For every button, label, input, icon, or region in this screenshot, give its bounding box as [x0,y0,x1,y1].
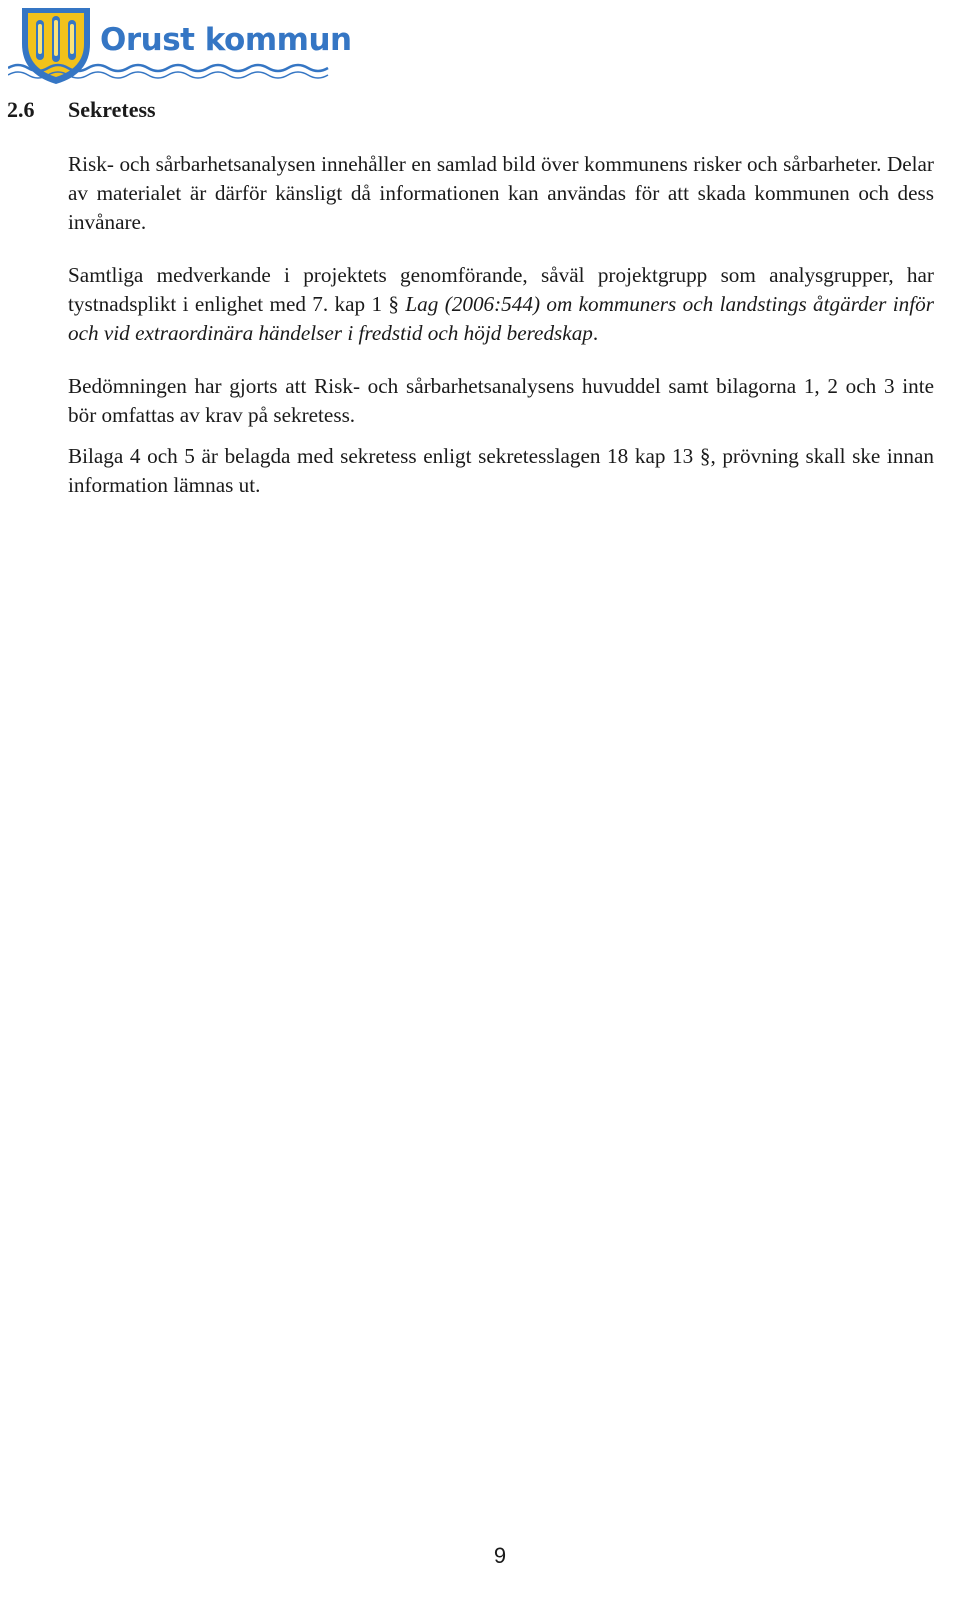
logo-text: Orust kommun [100,22,352,58]
paragraph-2-text: Samtliga medverkande i projektets genomförande, såväl projektgrupp som analysgrupper, har tystnadsplikt i enlighet med 7. kap 1 § [68,263,934,316]
orust-kommun-logo [8,4,352,86]
section-number: 2.6 [7,97,35,122]
paragraph-3: Bedömningen har gjorts att Risk- och sårbarhetsanalysens huvuddel samt bilagorna 1, 2 och 3 inte bör omfattas av krav på sekretess. [68,374,934,427]
logo-wave-icon [8,62,338,82]
document-body [68,150,934,500]
page-number: 9 [493,1543,507,1568]
paragraph-2 [68,261,934,348]
section-title: Sekretess [68,97,156,122]
paragraph-1: Risk- och sårbarhetsanalysen innehåller en samlad bild över kommunens risker och sårbarheter. Delar av materialet är därför känsligt då informationen kan användas för att skada kommunen och dess invånare. [68,152,934,234]
paragraph-2-end: . [592,321,599,345]
law-reference: Lag (2006:544) om kommuners och landstings åtgärder inför och vid extraordinära händelser i fredstid och höjd beredskap [68,292,934,345]
paragraph-4: Bilaga 4 och 5 är belagda med sekretess enligt sekretesslagen 18 kap 13 §, prövning skall ske innan information lämnas ut. [68,444,934,497]
